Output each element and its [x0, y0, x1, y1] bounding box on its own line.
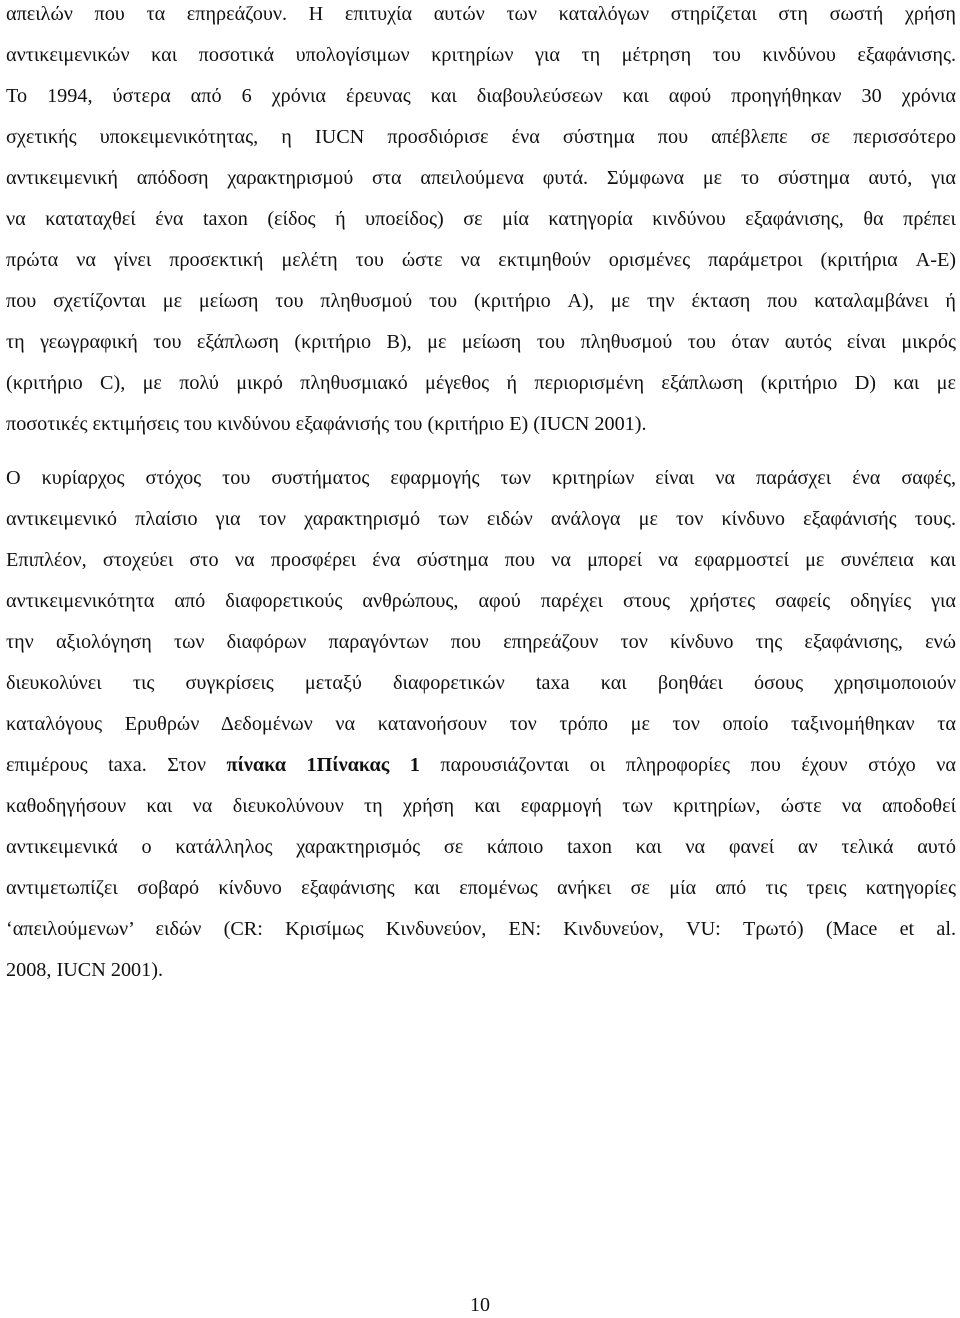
text-line [6, 745, 956, 786]
table-reference[interactable]: πίνακα 1Πίνακας 1 [226, 754, 420, 776]
text-line: αντικειμενικών και ποσοτικά υπολογίσιμων κριτηρίων για τη μέτρηση του κινδύνου εξαφάνισης. [6, 44, 956, 66]
text-line: ποσοτικές εκτιμήσεις του κινδύνου εξαφάνισής του (κριτήριο E) (IUCN 2001). [6, 413, 647, 435]
text-line: σχετικής υποκειμενικότητας, η IUCN προσδιόρισε ένα σύστημα που απέβλεπε σε περισσότερο [6, 126, 956, 148]
text-line: καταλόγους Ερυθρών Δεδομένων να κατανοήσουν τον τρόπο με τον οποίο ταξινομήθηκαν τα [6, 713, 956, 735]
text-line: αντικειμενικά ο κατάλληλος χαρακτηρισμός σε κάποιο taxon και να φανεί αν τελικά αυτό [6, 836, 956, 858]
paragraph-system-goals [6, 458, 956, 991]
text-line: καθοδηγήσουν και να διευκολύνουν τη χρήση και εφαρμογή των κριτηρίων, ώστε να αποδοθεί [6, 795, 956, 817]
text-line: ‘απειλούμενων’ ειδών (CR: Κρισίμως Κινδυνεύον, EN: Κινδυνεύον, VU: Τρωτό) (Mace et al. [6, 918, 956, 940]
text-line: αντικειμενική απόδοση χαρακτηρισμού στα απειλούμενα φυτά. Σύμφωνα με το σύστημα αυτό, για [6, 167, 956, 189]
text-line: Ο κυρίαρχος στόχος του συστήματος εφαρμογής των κριτηρίων είναι να παράσχει ένα σαφές, [6, 467, 956, 489]
text-line: αντικειμενικότητα από διαφορετικούς ανθρώπους, αφού παρέχει στους χρήστες σαφείς οδηγίες για [6, 590, 956, 612]
page-number: 10 [470, 1294, 490, 1316]
text-run: παρουσιάζονται οι πληροφορίες που έχουν στόχο να [419, 754, 956, 776]
text-line: την αξιολόγηση των διαφόρων παραγόντων που επηρεάζουν τον κίνδυνο της εξαφάνισης, ενώ [6, 631, 956, 653]
text-line: 2008, IUCN 2001). [6, 959, 164, 981]
text-line: απειλών που τα επηρεάζουν. Η επιτυχία αυτών των καταλόγων στηρίζεται στη σωστή χρήση [6, 3, 956, 25]
text-line: Το 1994, ύστερα από 6 χρόνια έρευνας και διαβουλεύσεων και αφού προηγήθηκαν 30 χρόνια [6, 85, 956, 107]
text-line: αντιμετωπίζει σοβαρό κίνδυνο εξαφάνισης και επομένως ανήκει σε μία από τις τρεις κατηγορίες [6, 877, 956, 899]
text-line: να καταταχθεί ένα taxon (είδος ή υποείδος) σε μία κατηγορία κινδύνου εξαφάνισης, θα πρέπει [6, 208, 956, 230]
text-line: (κριτήριο C), με πολύ μικρό πληθυσμιακό μέγεθος ή περιορισμένη εξάπλωση (κριτήριο D) και με [6, 372, 956, 394]
text-run: επιμέρους taxa. Στον [6, 754, 227, 776]
text-line: που σχετίζονται με μείωση του πληθυσμού του (κριτήριο A), με την έκταση που καταλαμβάνει ή [6, 290, 956, 312]
text-line: πρώτα να γίνει προσεκτική μελέτη του ώστε να εκτιμηθούν ορισμένες παράμετροι (κριτήρια A-E) [6, 249, 956, 271]
paragraph-iucn-criteria [6, 0, 956, 445]
document-page [6, 0, 956, 1318]
text-line: Επιπλέον, στοχεύει στο να προσφέρει ένα σύστημα που να μπορεί να εφαρμοστεί με συνέπεια και [6, 549, 956, 571]
text-line: αντικειμενικό πλαίσιο για τον χαρακτηρισμό των ειδών ανάλογα με τον κίνδυνο εξαφάνισής τους. [6, 508, 956, 530]
text-line: διευκολύνει τις συγκρίσεις μεταξύ διαφορετικών taxa και βοηθάει όσους χρησιμοποιούν [6, 672, 956, 694]
text-line: τη γεωγραφική του εξάπλωση (κριτήριο B), με μείωση του πληθυσμού του όταν αυτός είναι μικρός [6, 331, 956, 353]
